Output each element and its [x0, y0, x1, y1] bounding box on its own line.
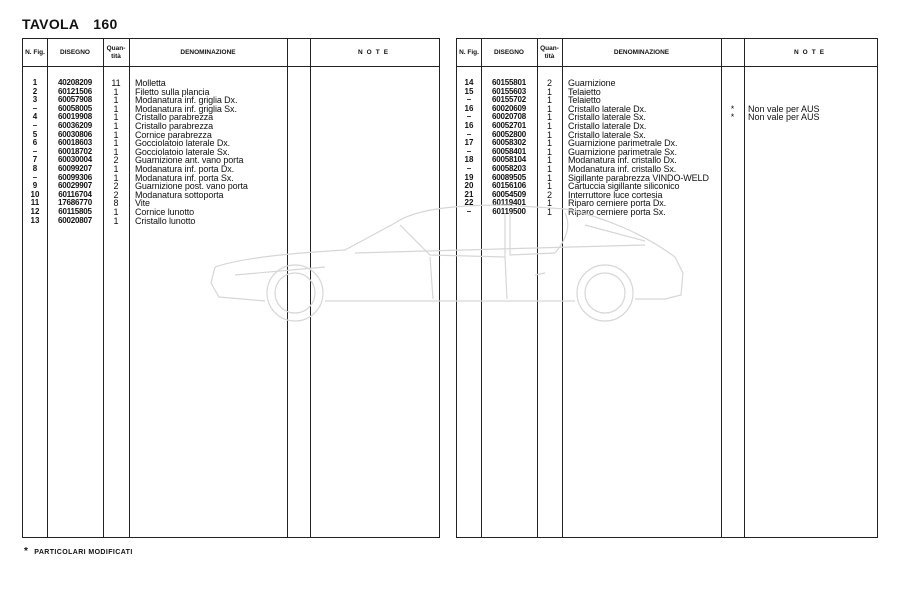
fig-number: –	[32, 103, 38, 113]
part-description: Guarnizione	[568, 78, 616, 88]
quantity: 1	[113, 129, 119, 140]
drawing-number: 60052701	[492, 120, 526, 130]
part-description: Riparo cerniere porta Dx.	[568, 198, 667, 209]
drawing-number: 60057908	[58, 95, 92, 105]
part-description: Interruttore luce cortesia	[568, 189, 663, 200]
footnote	[24, 546, 133, 557]
drawing-number: 60030806	[58, 129, 92, 139]
drawing-number: 60058401	[492, 146, 526, 156]
part-description: Modanatura inf. griglia Dx.	[135, 95, 238, 106]
footnote-text: PARTICOLARI MODIFICATI	[34, 549, 133, 556]
modified-marker: *	[730, 112, 735, 123]
fig-number: 20	[464, 181, 474, 191]
quantity: 1	[113, 206, 119, 217]
drawing-number: 60155801	[492, 78, 526, 87]
part-description: Cristallo laterale Dx.	[568, 103, 647, 114]
drawing-number: 60116704	[58, 189, 92, 199]
drawing-number: 60058302	[492, 138, 526, 148]
fig-number: 16	[464, 120, 474, 130]
quantity: 8	[113, 198, 119, 209]
drawing-number: 40208209	[58, 78, 92, 87]
drawing-number: 60155603	[492, 86, 526, 96]
quantity: 1	[546, 103, 552, 114]
header-note: NOTE	[793, 48, 829, 56]
drawing-number: 60030004	[58, 155, 92, 165]
fig-number: 18	[464, 155, 474, 165]
part-description: Modanatura sottoporta	[135, 189, 224, 200]
note-text: Non vale per AUS	[748, 103, 820, 114]
quantity: 1	[546, 86, 552, 97]
fig-number: 10	[30, 189, 40, 199]
quantity: 1	[546, 181, 552, 192]
fig-number: –	[32, 120, 38, 130]
quantity: 2	[546, 78, 552, 88]
asterisk-icon: *	[24, 546, 29, 557]
fig-number: –	[466, 163, 472, 173]
header-note: NOTE	[357, 48, 393, 56]
part-description: Cristallo laterale Dx.	[568, 120, 647, 131]
fig-number: 8	[32, 163, 38, 173]
part-description: Telaietto	[568, 86, 601, 97]
part-description: Cornice lunotto	[135, 206, 195, 217]
quantity: 1	[113, 120, 119, 131]
drawing-number: 60029907	[58, 181, 92, 191]
fig-number: 2	[32, 86, 38, 96]
part-description: Modanatura inf. porta Sx.	[135, 172, 234, 183]
part-description: Guarnizione post. vano porta	[135, 181, 248, 192]
part-description: Modanatura inf. cristallo Dx.	[568, 155, 677, 166]
fig-number: –	[466, 146, 472, 156]
quantity: 2	[113, 181, 119, 192]
drawing-number: 60119500	[492, 206, 526, 216]
quantity: 1	[113, 95, 119, 106]
fig-number: –	[466, 129, 472, 139]
part-description: Cartuccia sigillante siliconico	[568, 181, 680, 192]
quantity: 1	[546, 172, 552, 183]
page-title	[22, 16, 118, 32]
fig-number: 7	[32, 155, 38, 165]
drawing-number: 60020708	[492, 112, 526, 122]
drawing-number: 60058203	[492, 163, 526, 173]
header-denominazione: DENOMINAZIONE	[180, 48, 236, 56]
drawing-number: 60121506	[58, 86, 92, 96]
header-denominazione: DENOMINAZIONE	[613, 48, 670, 56]
quantity: 11	[111, 78, 121, 88]
part-description: Modanatura inf. porta Dx.	[135, 163, 235, 174]
fig-number: –	[466, 206, 472, 216]
drawing-number: 60058104	[492, 155, 526, 165]
part-description: Telaietto	[568, 95, 601, 106]
quantity: 1	[113, 172, 119, 183]
drawing-number: 60020807	[58, 215, 92, 225]
part-description: Cornice parabrezza	[135, 129, 212, 140]
part-description: Riparo cerniere porta Sx.	[568, 206, 666, 217]
part-description: Cristallo parabrezza	[135, 112, 214, 123]
fig-number: –	[466, 112, 472, 122]
header-disegno: DISEGNO	[60, 48, 90, 56]
fig-number: –	[32, 172, 38, 182]
quantity: 1	[546, 206, 552, 217]
quantity: 1	[546, 146, 552, 157]
drawing-number: 60058005	[58, 103, 92, 113]
quantity: 1	[546, 120, 552, 131]
part-description: Molletta	[135, 78, 166, 88]
drawing-number: 60156106	[492, 181, 526, 191]
drawing-number: 60115805	[58, 206, 92, 216]
part-description: Vite	[135, 198, 150, 209]
fig-number: 21	[464, 189, 474, 199]
fig-number: 13	[30, 215, 40, 225]
drawing-number: 60099207	[58, 163, 92, 173]
quantity: 1	[546, 95, 552, 106]
header-fig: N. Fig.	[25, 48, 45, 56]
part-description: Guarnizione ant. vano porta	[135, 155, 244, 166]
drawing-number: 60099306	[58, 172, 92, 182]
part-description: Guarnizione parimetrale Sx.	[568, 146, 677, 157]
note-text: Non vale per AUS	[748, 112, 820, 123]
part-description: Gocciolatoio laterale Sx.	[135, 146, 230, 157]
part-description: Filetto sulla plancia	[135, 86, 210, 97]
quantity: 1	[113, 112, 119, 123]
quantity: 2	[546, 189, 552, 200]
drawing-number: 60036209	[58, 120, 92, 130]
header-quantita: Quan-tità	[540, 45, 559, 60]
part-description: Gocciolatoio laterale Dx.	[135, 138, 231, 149]
drawing-number: 60019908	[58, 112, 92, 122]
fig-number: 15	[464, 86, 474, 96]
fig-number: 4	[32, 112, 38, 122]
page-number: 160	[93, 16, 118, 32]
quantity: 1	[113, 146, 119, 157]
quantity: 1	[113, 163, 119, 174]
drawing-number: 60018702	[58, 146, 92, 156]
quantity: 1	[546, 198, 552, 209]
drawing-number: 60155702	[492, 95, 526, 105]
part-description: Modanatura inf. griglia Sx.	[135, 103, 237, 114]
part-description: Cristallo lunotto	[135, 215, 196, 226]
fig-number: 3	[32, 95, 38, 105]
drawing-number: 60054509	[492, 189, 526, 199]
header-divider	[457, 66, 877, 67]
fig-number: 11	[30, 198, 40, 208]
header-disegno: DISEGNO	[494, 48, 524, 56]
quantity: 1	[113, 138, 119, 149]
fig-number: 17	[464, 138, 474, 148]
modified-marker: *	[730, 103, 735, 114]
fig-number: 6	[32, 138, 38, 148]
page-label: TAVOLA	[22, 16, 80, 32]
quantity: 2	[113, 189, 119, 200]
part-description: Cristallo laterale Sx.	[568, 129, 646, 140]
part-description: Guarnizione parimetrale Dx.	[568, 138, 678, 149]
part-description: Cristallo parabrezza	[135, 120, 214, 131]
quantity: 1	[113, 215, 119, 226]
car-illustration	[205, 195, 695, 335]
drawing-number: 60052800	[492, 129, 526, 139]
fig-number: 22	[464, 198, 474, 208]
fig-number: –	[32, 146, 38, 156]
quantity: 1	[113, 86, 119, 97]
part-description: Modanatura inf. cristallo Sx.	[568, 163, 677, 174]
fig-number: 19	[464, 172, 474, 182]
quantity: 2	[113, 155, 119, 166]
header-fig: N. Fig.	[459, 48, 479, 56]
header-quantita: Quan-tità	[106, 45, 126, 60]
part-description: Sigillante parabrezza VINDO-WELD	[568, 172, 709, 183]
drawing-number: 60119401	[492, 198, 526, 208]
fig-number: –	[466, 95, 472, 105]
fig-number: 16	[464, 103, 474, 113]
drawing-number: 60020609	[492, 103, 526, 113]
quantity: 1	[546, 112, 552, 123]
quantity: 1	[113, 103, 119, 114]
fig-number: 5	[32, 129, 38, 139]
fig-number: 9	[32, 181, 38, 191]
fig-number: 1	[32, 78, 38, 87]
quantity: 1	[546, 129, 552, 140]
fig-number: 12	[30, 206, 40, 216]
drawing-number: 60089505	[492, 172, 526, 182]
part-description: Cristallo laterale Sx.	[568, 112, 646, 123]
fig-number: 14	[464, 78, 474, 87]
drawing-number: 17686770	[58, 198, 92, 208]
header-divider	[23, 66, 439, 67]
quantity: 1	[546, 163, 552, 174]
quantity: 1	[546, 138, 552, 149]
drawing-number: 60018603	[58, 138, 92, 148]
quantity: 1	[546, 155, 552, 166]
